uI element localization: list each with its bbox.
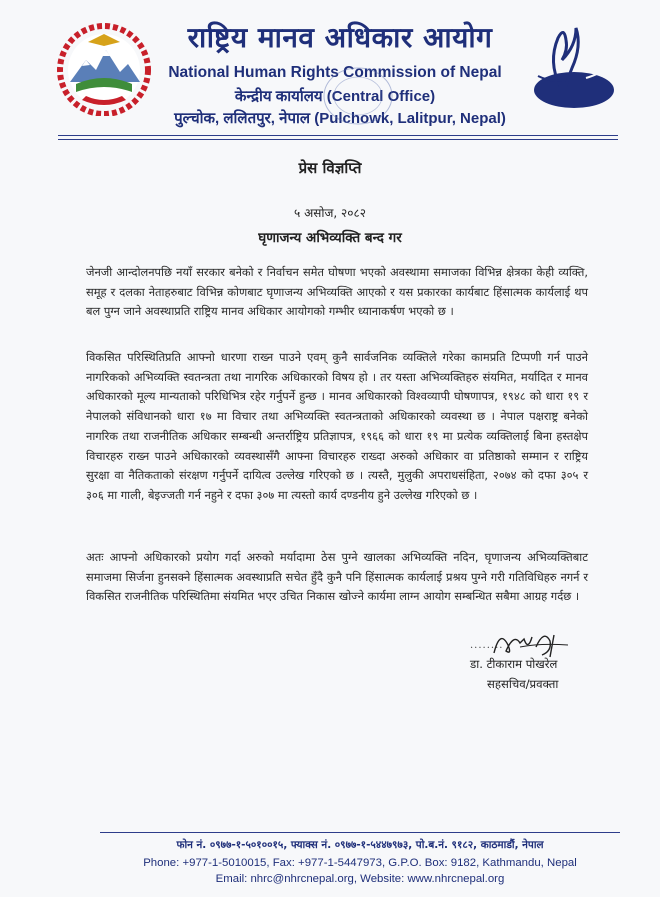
office-name: केन्द्रीय कार्यालय (Central Office) [234,88,436,105]
paragraph-3: अतः आफ्नो अधिकारको प्रयोग गर्दा अरुको मर्यादामा ठेस पुग्ने खालका अभिव्यक्ति नदिन, घृणाजन्य अभिव्यक्तिबाट समाजमा सिर्जना हुनसक्ने हिंसात्मक अवस्थाप्रति सचेत हुँदै कुनै पनि हिंसात्मक कार्यलाई प्रश्रय पुग्ने गरी गतिविधिहरु नगर्न र विकसित राजनीतिक परिस्थितिमा संयमित भएर उचित निकास खोज्ने कार्यमा लाग्न आयोग सम्बन्धित सबैमा आग्रह गर्दछ । [86,550,588,604]
nepal-emblem-icon [52,20,156,116]
footer-contact-nepali: फोन नं. ०९७७-१-५०१००१५, फ्याक्स नं. ०९७७-१-५४४७९७३, पो.ब.नं. ९१८२, काठमाडौं, नेपाल [176,839,544,851]
header-divider [58,135,618,136]
paragraph-1: जेनजी आन्दोलनपछि नयाँ सरकार बनेको र निर्वाचन समेत घोषणा भएको अवस्थामा समाजका विभिन्न क्षेत्रका केही व्यक्ति, समूह र दलका नेताहरुबाट विभिन्न कोणबाट घृणाजन्य अभिव्यक्ति आएको र यस प्रकारका कार्यबाट हिंसात्मक कार्यलाई थप बल पुग्न जाने अवस्थाप्रति राष्ट्रिय मानव अधिकार आयोगको गम्भीर ध्यानाकर्षण भएको छ । [86,265,588,319]
commission-name-nepali: राष्ट्रिय मानव अधिकार आयोग [187,21,493,54]
nhrc-logo-icon [520,16,616,112]
paragraph-2: विकसित परिस्थितिप्रति आफ्नो धारणा राख्न पाउने एवम् कुनै सार्वजनिक व्यक्तिले गरेका कामप्रति टिप्पणी गर्न पाउने नागरिकको अभिव्यक्ति स्वतन्त्रता तथा नागरिक अधिकारको विषय हो । तर यस्ता अभिव्यक्तिहरु संयमित, मर्यादित र मानव अधिकारको मूल्य मान्यताको परिधिभित्र रहेर गर्नुपर्ने हुन्छ । मानव अधिकारको विश्वव्यापी घोषणापत्र, १९४८ को धारा १९ र नेपालको संविधानको धारा १७ मा विचार तथा अभिव्यक्ति स्वतन्त्रताको अधिकारको व्यवस्था छ । नेपाल पक्षराष्ट्र बनेको नागरिक तथा राजनीतिक अधिकार सम्बन्धी अन्तर्राष्ट्रिय प्रतिज्ञापत्र, १९६६ को धारा १९ मा प्रत्येक व्यक्तिलाई बिना हस्तक्षेप विचारहरु राख्न पाउने अधिकारको व्यवस्थासँगै आफ्ना विचारहरु राख्दा अरुको अधिकार वा प्रतिष्ठाको सम्मान र राष्ट्रिय सुरक्षा वा नैतिकताको संरक्षण गर्नुपर्ने दायित्व उल्लेख गरिएको छ । त्यस्तै, मुलुकी अपराधसंहिता, २०७४ को दफा ३०५ र ३०६ मा गाली, बेइज्जती गर्न नहुने र दफा ३०७ मा त्यस्तो कार्य दण्डनीय हुने उल्लेख गरिएको छ । [86,350,588,502]
office-address: पुल्चोक, ललितपुर, नेपाल (Pulchowk, Lalitpur, Nepal) [174,110,506,127]
footer-divider [100,832,620,833]
signatory-title: सहसचिव/प्रवक्ता [487,677,559,691]
signature-dots: ........ [470,640,504,651]
signatory-name: डा. टीकाराम पोखरेल [470,657,558,671]
document-date: ५ असोज, २०८२ [294,206,366,220]
header-divider-thin [58,139,618,140]
commission-name-english: National Human Rights Commission of Nepal [168,64,502,81]
document-subject: घृणाजन्य अभिव्यक्ति बन्द गर [258,230,402,246]
footer-web-line: Email: nhrc@nhrcnepal.org, Website: www.nhrcnepal.org [215,873,505,885]
office-stamp-icon [318,62,398,130]
footer-phone-line: Phone: +977-1-5010015, Fax: +977-1-5447973, G.P.O. Box: 9182, Kathmandu, Nepal [143,857,577,869]
document-type: प्रेस विज्ञप्ति [298,159,362,177]
